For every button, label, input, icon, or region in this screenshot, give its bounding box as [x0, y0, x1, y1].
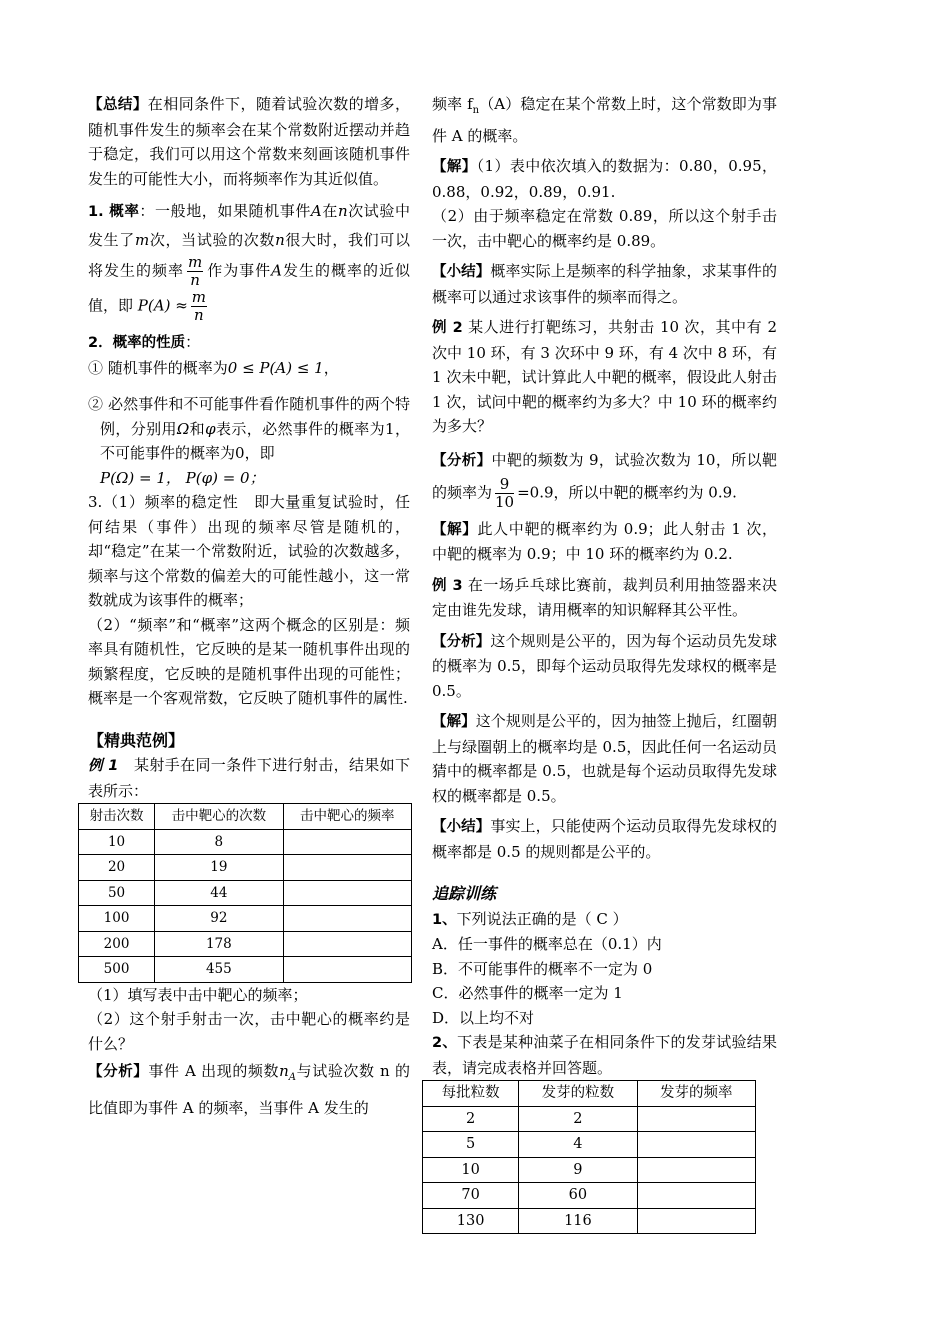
math-A: A [271, 261, 283, 280]
table-cell [637, 1208, 755, 1234]
table-cell: 70 [423, 1183, 519, 1209]
option-a: A．任一事件的概率总在（0.1）内 [432, 935, 662, 953]
solution-1 [432, 154, 777, 204]
solution-text: 此人中靶的概率约为 0.9；此人射击 1 次，中靶的概率为 0.9；中 10 环的概率约为 0.2. [432, 519, 777, 563]
fraction-9-over-10 [495, 476, 514, 511]
table-cell: 200 [79, 931, 155, 957]
table-row [79, 957, 412, 983]
table-cell [637, 1157, 755, 1183]
fraction-denominator: n [190, 271, 200, 289]
summary-label: 【小结】 [432, 819, 491, 835]
table-cell: 9 [519, 1157, 637, 1183]
table-row [423, 1106, 756, 1132]
math-n: n [275, 231, 285, 249]
property-2-text: ，不可能事件的概率为 [100, 419, 410, 462]
example-3-analysis [432, 629, 777, 704]
table-row [423, 1132, 756, 1158]
summary-text: 概率实际上是频率的科学抽象，求某事件的概率可以通过求该事件的频率而得之。 [432, 262, 778, 306]
math-n: n [337, 202, 348, 220]
example-3-label: 例 3 [432, 577, 463, 594]
definition-label: 1. 概率 [88, 204, 140, 220]
definition-text: 发生的概率的近似值，即 [88, 261, 410, 315]
summary-2 [432, 259, 777, 309]
table-cell [283, 957, 411, 983]
summary-text: 事实上，只能使两个运动员取得先发球权的概率都是 0.5 的规则都是公平的。 [432, 817, 778, 861]
question-text: 下列说法正确的是（ C ） [456, 909, 628, 928]
question-number: 1、 [432, 911, 457, 928]
definition-text: 作为事件 [206, 261, 272, 280]
table-row [79, 931, 412, 957]
analysis-text: 与试验次数 n 的比值即为事件 A 的频率，当事件 A 发生的 [88, 1062, 410, 1117]
table-header: 发芽的频率 [637, 1081, 755, 1107]
example-2-solution [432, 517, 777, 567]
table-cell [283, 880, 411, 906]
math-subscript-A: A [288, 1072, 297, 1083]
analysis-text: 中靶的频数为 9，试验次数为 10，所以靶的频率为 [432, 450, 778, 501]
option-b: B．不可能事件的概率不一定为 0 [432, 959, 653, 978]
definition-text: 次试验中发生了 [88, 202, 410, 249]
analysis-label: 【分析】 [432, 452, 492, 469]
table-cell [637, 1132, 755, 1158]
definition-text: 很大时，我们可以将发生的频率 [88, 231, 410, 280]
table-cell: 92 [155, 906, 283, 932]
examples-title: 【精典范例】 [88, 730, 185, 750]
definition-text: 在 [321, 202, 338, 220]
solution-text: 这个规则是公平的，因为抽签上抛后，红圈朝上与绿圈朝上的概率均是 0.5，因此任何一名运动员猜中的概率都是 0.5，也就是每个运动员取得先发球权的概率都是 0.5。 [432, 712, 777, 805]
fraction-numerator: 9 [495, 476, 514, 494]
analysis-text: 事件 A 出现的频数 [148, 1062, 280, 1080]
question-2: （2）这个射手射击一次，击中靶心的概率约是什么？ [88, 1010, 410, 1053]
table-cell: 178 [155, 931, 283, 957]
analysis-text: =0.9，所以中靶的概率约为 0.9. [517, 483, 737, 501]
table-cell: 5 [423, 1132, 519, 1158]
analysis-label: 【分析】 [432, 633, 491, 650]
table-cell [283, 855, 411, 881]
math-A: A [310, 202, 322, 220]
subscript-n: n [472, 105, 480, 116]
right-column [432, 92, 777, 1234]
fraction-numerator: m [191, 288, 206, 306]
table-cell: 60 [519, 1183, 637, 1209]
example-2-text: 某人进行打靶练习，共射击 10 次，其中有 2 次中 10 环，有 3 次环中 9 环，有 4 次中 8 环，有 1 次未中靶，试计算此人中靶的概率，假设此人射击 1 次，试问中靶的概率约为多大？中 10 环的概率约为多大？ [432, 318, 778, 435]
example-1-label: 例 1 [88, 758, 119, 774]
example-3-solution [432, 709, 777, 808]
example-1 [88, 753, 410, 803]
solution-label: 【解】 [432, 521, 478, 538]
analysis-paragraph [88, 1056, 410, 1123]
summary-paragraph [88, 92, 410, 191]
example-2 [432, 315, 777, 439]
math-m: m [134, 231, 150, 249]
solution-label: 【解】 [432, 159, 477, 175]
solution-label: 【解】 [432, 714, 476, 730]
analysis-label: 【分析】 [88, 1064, 149, 1080]
question-number: 2、 [432, 1035, 458, 1051]
probability-formula: P(A) ≈ [137, 296, 188, 315]
property-2-formula: P(Ω) = 1， P(φ) = 0； [100, 468, 265, 487]
properties-colon: ： [185, 333, 201, 351]
table-row [423, 1183, 756, 1209]
property-1-tail: ， [323, 358, 339, 377]
math-nA [279, 1062, 297, 1083]
table-cell: 455 [155, 957, 283, 983]
table-row [79, 880, 412, 906]
table-row [423, 1157, 756, 1183]
table-cell [637, 1106, 755, 1132]
property-2-text: ，即 [244, 444, 275, 462]
property-1 [88, 356, 410, 381]
stability-paragraph: 3.（1）频率的稳定性 即大量重复试验时，任何结果（事件）出现的频率尽管是随机的，却“稳定”在某一个常数附近，试验的次数越多，频率与这个常数的偏差大的可能性越小，这一常数就成为该事件的概率； [88, 493, 410, 609]
table-row [79, 855, 412, 881]
example-2-analysis [432, 445, 777, 511]
fraction-denominator: 10 [495, 492, 515, 511]
summary-label: 【总结】 [88, 97, 148, 113]
table-cell: 500 [79, 957, 155, 983]
table-cell: 8 [155, 829, 283, 855]
property-2 [88, 392, 410, 490]
table-header-row [423, 1081, 756, 1107]
table-cell [283, 931, 411, 957]
table-cell: 116 [519, 1208, 637, 1234]
math-phi: φ [205, 419, 216, 438]
example-2-label: 例 2 [432, 320, 463, 336]
analysis-text: 这个规则是公平的，因为每个运动员先发球的概率为 0.5，即每个运动员取得先发球权的概率是 0.5。 [432, 631, 778, 700]
continuation-paragraph [432, 92, 777, 148]
summary-text: 在相同条件下，随着试验次数的增多，随机事件发生的频率会在某个常数附近摆动并趋于稳定，我们可以用这个常数来刻画该随机事件发生的可能性大小，而将频率作为其近似值。 [88, 95, 410, 188]
continuation-text: （A）稳定在某个常数上时，这个常数即为事件 A 的概率。 [432, 95, 777, 145]
table-cell: 50 [79, 880, 155, 906]
table-cell [283, 829, 411, 855]
math-omega: Ω [176, 419, 190, 438]
definition-paragraph [88, 197, 410, 324]
solution-text: （1）表中依次填入的数据为：0.80，0.95，0.88，0.92，0.89，0.91. [432, 157, 778, 201]
question-text: 下表是某种油菜子在相同条件下的发芽试验结果表，请完成表格并回答题。 [432, 1033, 777, 1077]
table-cell: 10 [423, 1157, 519, 1183]
table-row [79, 906, 412, 932]
definition-text: 次，当试验的次数 [149, 231, 276, 249]
table-cell: 4 [519, 1132, 637, 1158]
practice-question-1 [432, 907, 777, 933]
property-2-text: ② 必然事件和不可能事件看作随机事件的两个特例，分别用 [88, 395, 410, 438]
shooting-table [78, 803, 412, 983]
table-row [79, 829, 412, 855]
option-d: D．以上均不对 [432, 1008, 535, 1027]
math-n: n [279, 1062, 289, 1080]
example-3-summary [432, 814, 777, 864]
solution-2: （2）由于频率稳定在常数 0.89，所以这个射手击一次，击中靶心的概率约是 0.89。 [432, 207, 777, 250]
table-cell: 2 [423, 1106, 519, 1132]
tracking-practice-title: 追踪训练 [432, 884, 497, 903]
example-1-text: 某射手在同一条件下进行射击，结果如下表所示： [88, 756, 410, 800]
table-header: 击中靶心的次数 [155, 804, 283, 830]
property-2-text: 和 [189, 419, 206, 438]
definition-text: ：一般地，如果随机事件 [139, 202, 311, 220]
continuation-text: 频率 f [432, 95, 473, 113]
properties-heading [88, 330, 410, 356]
summary-label: 【小结】 [432, 264, 491, 280]
table-cell: 20 [79, 855, 155, 881]
table-header-row [79, 804, 412, 830]
option-c: C．必然事件的概率一定为 1 [432, 984, 623, 1002]
property-2-text: 表示，必然事件的概率为 [215, 419, 386, 438]
left-column [88, 92, 410, 1123]
fraction-numerator: m [187, 253, 203, 271]
table-header: 射击次数 [79, 804, 155, 830]
table-cell: 10 [79, 829, 155, 855]
table-header: 每批粒数 [423, 1081, 519, 1107]
table-row [423, 1208, 756, 1234]
practice-question-2 [432, 1030, 777, 1080]
table-cell [283, 906, 411, 932]
table-header: 发芽的粒数 [519, 1081, 637, 1107]
table-cell: 100 [79, 906, 155, 932]
table-cell: 44 [155, 880, 283, 906]
fraction-denominator: n [194, 306, 204, 324]
property-1-formula: 0 ≤ P(A) ≤ 1 [227, 358, 324, 377]
table-cell: 130 [423, 1208, 519, 1234]
example-3 [432, 573, 777, 623]
math-zero: 0 [235, 444, 245, 462]
property-1-text: ① 随机事件的概率为 [88, 358, 228, 377]
difference-paragraph: （2）“频率”和“概率”这两个概念的区别是：频率具有随机性，它反映的是某一随机事件出现的频繁程度，它反映的是随机事件出现的可能性；概率是一个客观常数，它反映了随机事件的属性. [88, 615, 410, 707]
question-1: （1）填写表中击中靶心的频率； [88, 985, 308, 1004]
germination-table [422, 1080, 756, 1234]
fraction-m-over-n [187, 254, 203, 289]
properties-title: 2．概率的性质 [88, 335, 186, 351]
table-cell: 2 [519, 1106, 637, 1132]
table-cell [637, 1183, 755, 1209]
table-cell: 19 [155, 855, 283, 881]
table-header: 击中靶心的频率 [283, 804, 411, 830]
example-3-text: 在一场乒乓球比赛前，裁判员利用抽签器来决定由谁先发球，请用概率的知识解释其公平性。 [432, 575, 777, 619]
math-one: 1 [385, 419, 395, 438]
fraction-m-over-n [191, 289, 207, 324]
